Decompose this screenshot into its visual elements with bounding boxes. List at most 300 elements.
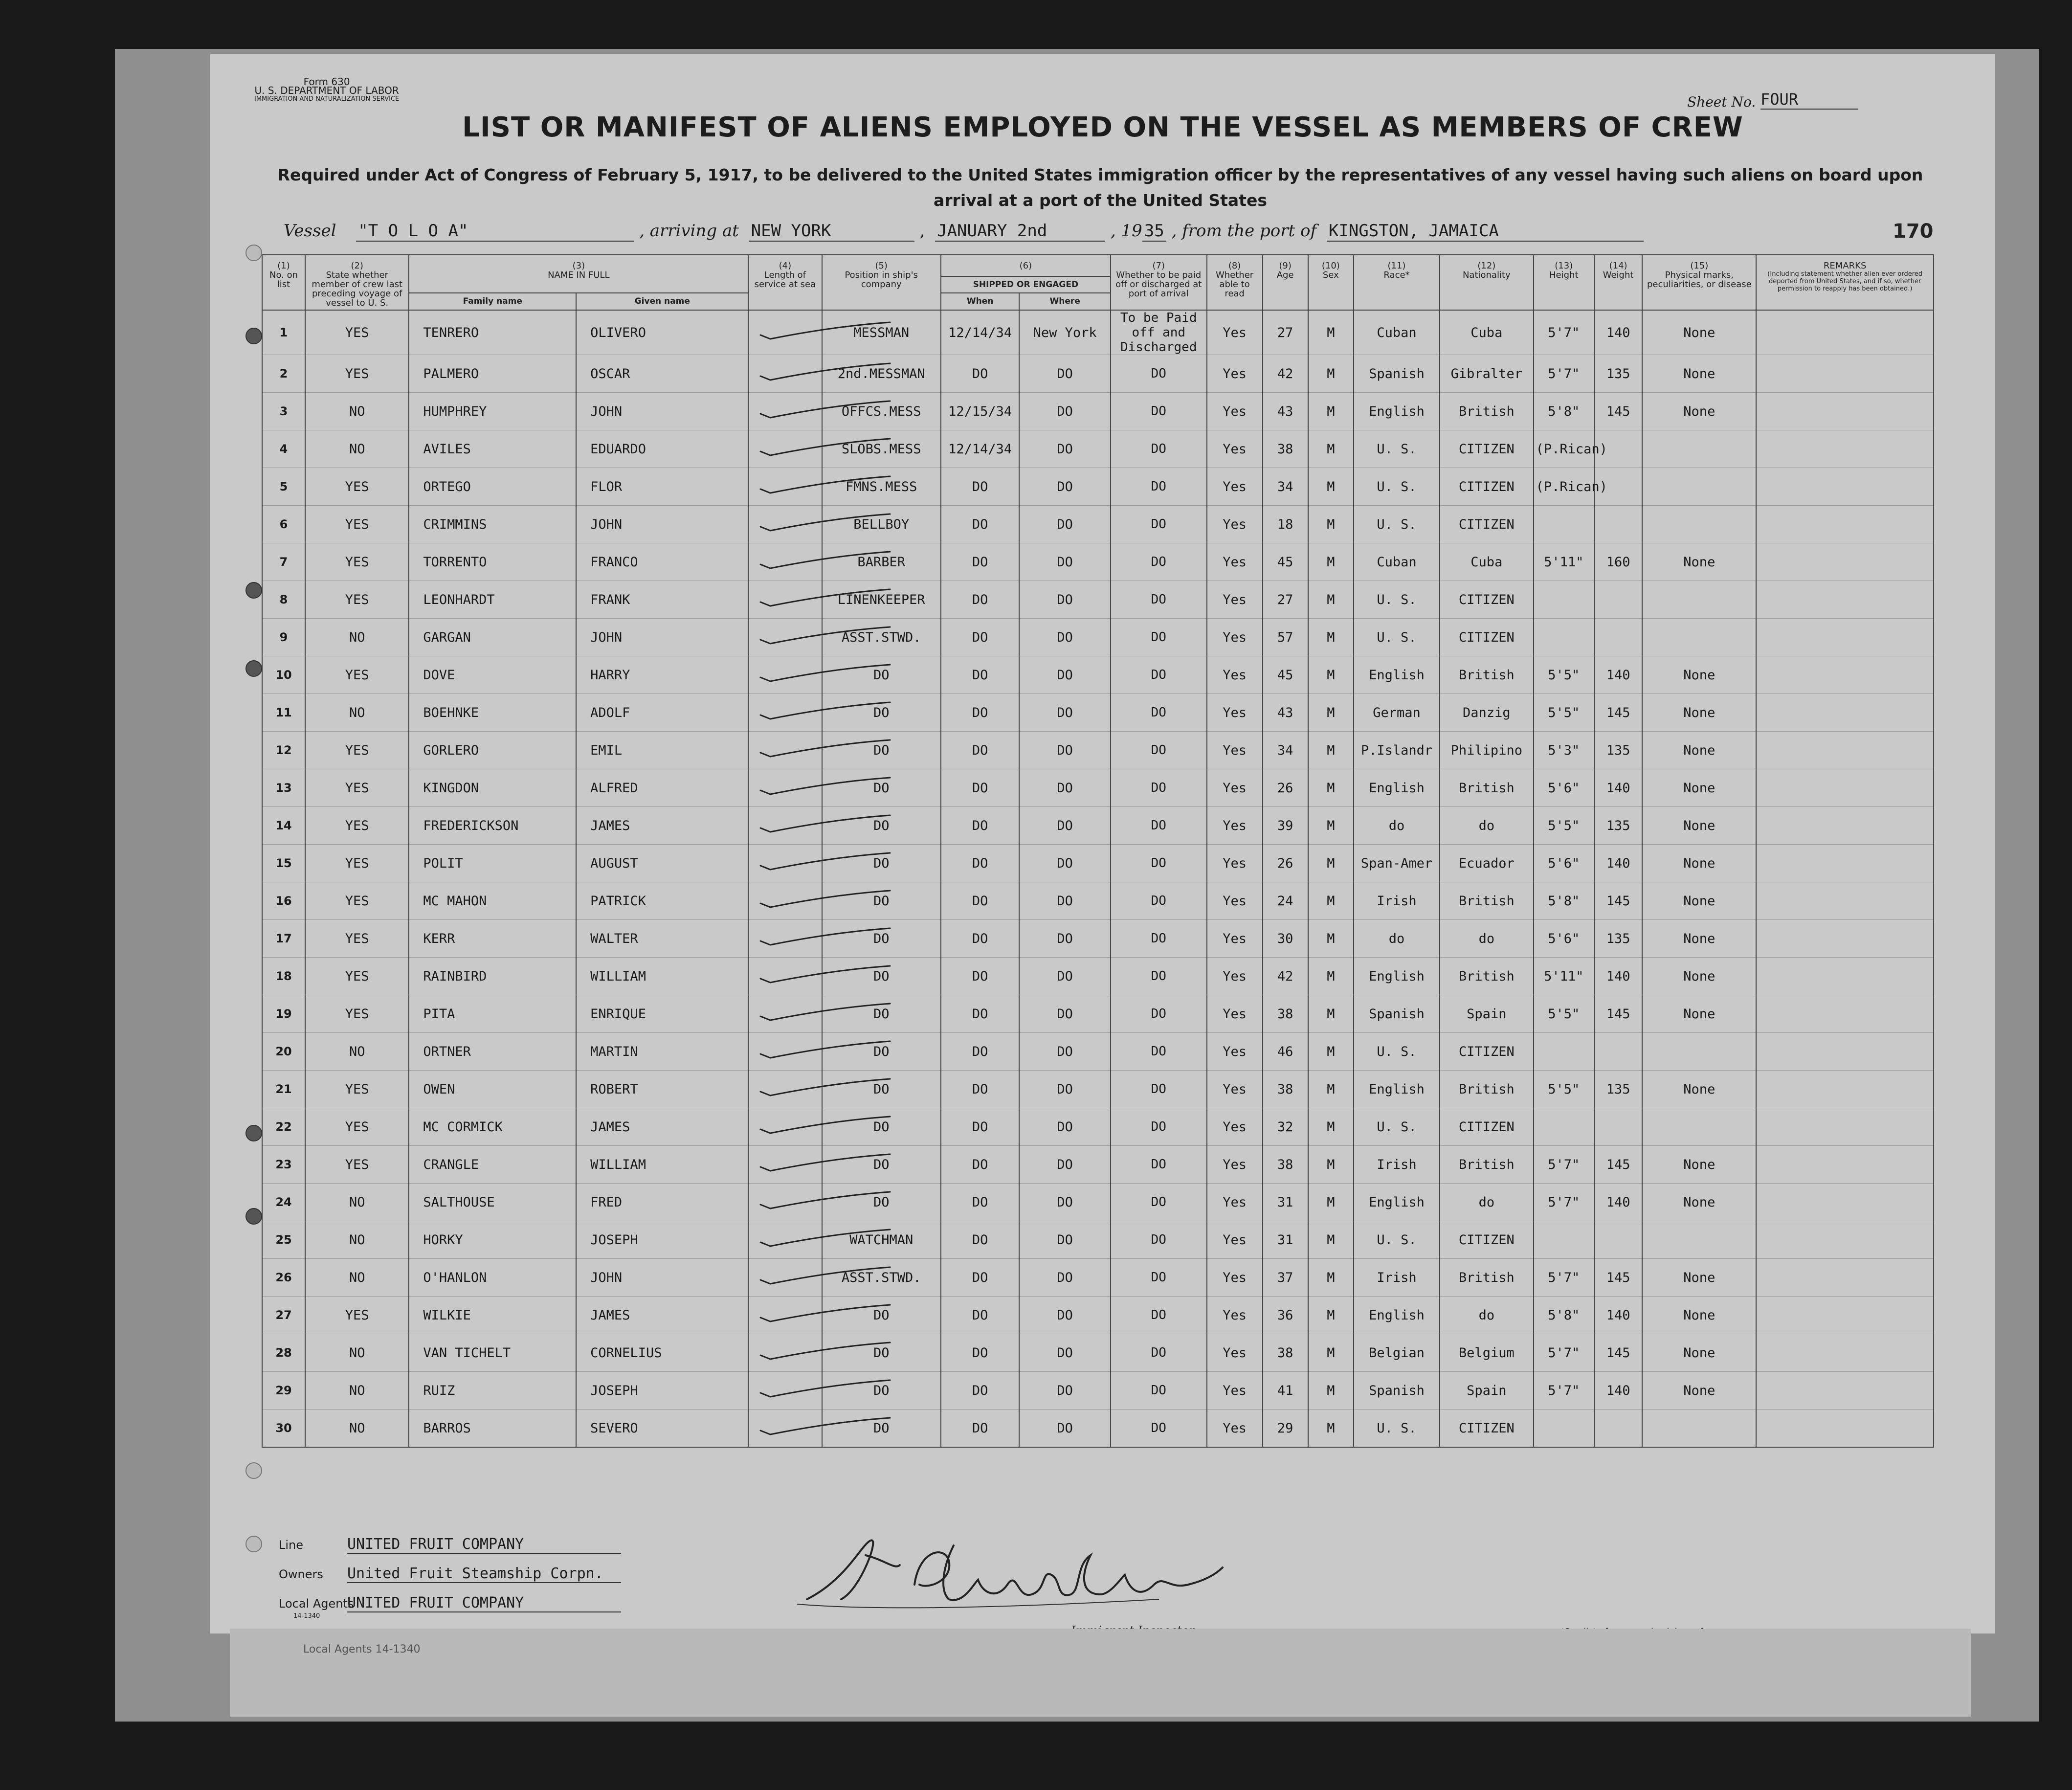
height-cell: 5'3" (1534, 732, 1594, 769)
race-cell: U. S. (1354, 468, 1440, 506)
ship-position-cell: DO (822, 845, 941, 882)
shipped-where-cell: DO (1019, 1221, 1110, 1259)
crew-last-voyage-cell: YES (305, 769, 409, 807)
race-cell: English (1354, 393, 1440, 430)
departure-port: KINGSTON, JAMAICA (1327, 221, 1644, 242)
table-row (262, 581, 1934, 619)
crew-last-voyage-cell: YES (305, 355, 409, 393)
paid-off-status-cell: DO (1111, 1033, 1207, 1071)
able-to-read-cell: Yes (1207, 355, 1263, 393)
table-row (262, 506, 1934, 543)
col-read-header: (8) Whether able to read (1207, 255, 1263, 310)
race-cell: English (1354, 1184, 1440, 1221)
shipped-when-cell: DO (941, 1297, 1020, 1334)
weight-cell: 145 (1594, 1146, 1642, 1184)
age-cell: 57 (1263, 619, 1308, 656)
physical-marks-cell (1642, 581, 1756, 619)
length-of-service-cell (748, 1108, 822, 1146)
height-cell: 5'5" (1534, 995, 1594, 1033)
given-name-cell: OLIVERO (576, 310, 748, 355)
able-to-read-cell: Yes (1207, 995, 1263, 1033)
agents-label: Local Agents (279, 1597, 354, 1611)
able-to-read-cell: Yes (1207, 581, 1263, 619)
nationality-cell: CITIZEN (1440, 619, 1534, 656)
paid-off-status-cell: DO (1111, 958, 1207, 995)
age-cell: 38 (1263, 1146, 1308, 1184)
shipped-when-cell: DO (941, 355, 1020, 393)
shipped-when-cell: DO (941, 845, 1020, 882)
year-prefix: , 19 (1110, 221, 1142, 241)
table-row (262, 769, 1934, 807)
length-of-service-cell (748, 1071, 822, 1108)
race-cell: Spanish (1354, 1372, 1440, 1410)
physical-marks-cell: None (1642, 769, 1756, 807)
remarks-cell (1756, 1033, 1934, 1071)
shipped-when-cell: DO (941, 1146, 1020, 1184)
paid-off-status-cell: DO (1111, 769, 1207, 807)
ship-position-cell: 2nd.MESSMAN (822, 355, 941, 393)
able-to-read-cell: Yes (1207, 310, 1263, 355)
line-value: UNITED FRUIT COMPANY (347, 1536, 621, 1554)
binder-hole (245, 660, 262, 677)
race-cell: English (1354, 1297, 1440, 1334)
race-cell: U. S. (1354, 619, 1440, 656)
weight-cell (1594, 1108, 1642, 1146)
vessel-line: Vessel "T O L O A" , arriving at NEW YORK , JANUARY 2nd , 19 35 , from the port of KINGSTON, JAMAICA (284, 221, 1644, 242)
row-number-cell: 23 (262, 1146, 305, 1184)
ship-position-cell: DO (822, 807, 941, 845)
binder-hole (245, 1208, 262, 1225)
race-cell: do (1354, 807, 1440, 845)
family-name-cell: MC CORMICK (409, 1108, 576, 1146)
nationality-cell: Ecuador (1440, 845, 1534, 882)
able-to-read-cell: Yes (1207, 1033, 1263, 1071)
row-number-cell: 12 (262, 732, 305, 769)
given-name-cell: JAMES (576, 807, 748, 845)
weight-cell: 145 (1594, 1259, 1642, 1297)
table-row (262, 1259, 1934, 1297)
crew-last-voyage-cell: NO (305, 1221, 409, 1259)
paid-off-status-cell: DO (1111, 1221, 1207, 1259)
race-cell: Belgian (1354, 1334, 1440, 1372)
row-number-cell: 22 (262, 1108, 305, 1146)
given-name-cell: EDUARDO (576, 430, 748, 468)
able-to-read-cell: Yes (1207, 1108, 1263, 1146)
shipped-where-cell: DO (1019, 1297, 1110, 1334)
col-name-header: (3) NAME IN FULL (409, 255, 748, 293)
physical-marks-cell (1642, 619, 1756, 656)
vessel-name: "T O L O A" (356, 221, 634, 242)
row-number-cell: 5 (262, 468, 305, 506)
ship-position-cell: FMNS.MESS (822, 468, 941, 506)
shipped-when-cell: 12/14/34 (941, 310, 1020, 355)
family-name-cell: PALMERO (409, 355, 576, 393)
shipped-where-cell: DO (1019, 694, 1110, 732)
ship-position-cell: DO (822, 1410, 941, 1448)
race-cell: U. S. (1354, 506, 1440, 543)
paid-off-status-cell: DO (1111, 1108, 1207, 1146)
physical-marks-cell: None (1642, 995, 1756, 1033)
weight-cell (1594, 581, 1642, 619)
col-shipped-number: (6) (941, 255, 1111, 276)
paid-off-status-cell: DO (1111, 1259, 1207, 1297)
race-cell: Span-Amer (1354, 845, 1440, 882)
crew-last-voyage-cell: YES (305, 543, 409, 581)
service-name: IMMIGRATION AND NATURALIZATION SERVICE (254, 95, 400, 103)
table-row (262, 1372, 1934, 1410)
crew-last-voyage-cell: YES (305, 995, 409, 1033)
shipped-where-cell: DO (1019, 1071, 1110, 1108)
physical-marks-cell: None (1642, 1334, 1756, 1372)
able-to-read-cell: Yes (1207, 807, 1263, 845)
ship-position-cell: DO (822, 694, 941, 732)
crew-last-voyage-cell: YES (305, 1297, 409, 1334)
col-where-header: Where (1019, 293, 1110, 310)
family-name-cell: CRIMMINS (409, 506, 576, 543)
nationality-cell: CITIZEN (1440, 1108, 1534, 1146)
family-name-cell: TENRERO (409, 310, 576, 355)
shipped-when-cell: DO (941, 1184, 1020, 1221)
shipped-when-cell: DO (941, 1372, 1020, 1410)
physical-marks-cell: None (1642, 807, 1756, 845)
crew-last-voyage-cell: YES (305, 468, 409, 506)
shipped-when-cell: DO (941, 958, 1020, 995)
row-number-cell: 25 (262, 1221, 305, 1259)
crew-last-voyage-cell: NO (305, 1334, 409, 1372)
nationality-cell: CITIZEN (1440, 1221, 1534, 1259)
shipped-when-cell: DO (941, 732, 1020, 769)
sex-cell: M (1308, 1071, 1354, 1108)
length-of-service-cell (748, 1259, 822, 1297)
age-cell: 31 (1263, 1221, 1308, 1259)
vessel-label: Vessel (284, 221, 336, 241)
able-to-read-cell: Yes (1207, 732, 1263, 769)
given-name-cell: FRED (576, 1184, 748, 1221)
physical-marks-cell: None (1642, 1184, 1756, 1221)
crew-last-voyage-cell: YES (305, 1146, 409, 1184)
race-cell: Irish (1354, 882, 1440, 920)
able-to-read-cell: Yes (1207, 1297, 1263, 1334)
physical-marks-cell (1642, 430, 1756, 468)
remarks-cell (1756, 581, 1934, 619)
ship-position-cell: DO (822, 769, 941, 807)
nationality-cell: British (1440, 393, 1534, 430)
height-cell (1534, 581, 1594, 619)
race-cell: German (1354, 694, 1440, 732)
age-cell: 34 (1263, 468, 1308, 506)
binder-hole (245, 328, 262, 344)
nationality-cell: do (1440, 920, 1534, 958)
crew-last-voyage-cell: YES (305, 506, 409, 543)
crew-last-voyage-cell: NO (305, 619, 409, 656)
height-cell: 5'7" (1534, 1184, 1594, 1221)
physical-marks-cell (1642, 1108, 1756, 1146)
paid-off-status-cell: To be Paid off and Discharged (1111, 310, 1207, 355)
ship-position-cell: DO (822, 1071, 941, 1108)
sex-cell: M (1308, 769, 1354, 807)
ship-position-cell: DO (822, 1184, 941, 1221)
age-cell: 41 (1263, 1372, 1308, 1410)
age-cell: 38 (1263, 1071, 1308, 1108)
nationality-cell: British (1440, 656, 1534, 694)
age-cell: 26 (1263, 769, 1308, 807)
paid-off-status-cell: DO (1111, 920, 1207, 958)
paid-off-status-cell: DO (1111, 1071, 1207, 1108)
family-name-cell: CRANGLE (409, 1146, 576, 1184)
paid-off-status-cell: DO (1111, 1410, 1207, 1448)
shipped-where-cell: DO (1019, 882, 1110, 920)
binder-hole (245, 1462, 262, 1479)
sex-cell: M (1308, 694, 1354, 732)
shipped-when-cell: DO (941, 581, 1020, 619)
family-name-cell: HUMPHREY (409, 393, 576, 430)
age-cell: 42 (1263, 958, 1308, 995)
age-cell: 38 (1263, 1334, 1308, 1372)
length-of-service-cell (748, 769, 822, 807)
shipped-where-cell: DO (1019, 995, 1110, 1033)
family-name-cell: GORLERO (409, 732, 576, 769)
ship-position-cell: ASST.STWD. (822, 1259, 941, 1297)
row-number-cell: 29 (262, 1372, 305, 1410)
sex-cell: M (1308, 355, 1354, 393)
shipped-when-cell: DO (941, 920, 1020, 958)
length-of-service-cell (748, 581, 822, 619)
shipped-where-cell: DO (1019, 581, 1110, 619)
physical-marks-cell: None (1642, 543, 1756, 581)
length-of-service-cell (748, 694, 822, 732)
table-row (262, 1071, 1934, 1108)
race-cell: Spanish (1354, 355, 1440, 393)
weight-cell: 135 (1594, 1071, 1642, 1108)
table-row (262, 1297, 1934, 1334)
row-number-cell: 19 (262, 995, 305, 1033)
crew-manifest-table (262, 254, 1934, 1448)
binder-hole (245, 245, 262, 261)
age-cell: 29 (1263, 1410, 1308, 1448)
table-row (262, 1146, 1934, 1184)
row-number-cell: 11 (262, 694, 305, 732)
physical-marks-cell: None (1642, 1297, 1756, 1334)
weight-cell (1594, 1033, 1642, 1071)
family-name-cell: O'HANLON (409, 1259, 576, 1297)
sex-cell: M (1308, 995, 1354, 1033)
row-number-cell: 24 (262, 1184, 305, 1221)
weight-cell: 160 (1594, 543, 1642, 581)
sex-cell: M (1308, 1146, 1354, 1184)
agents-field (279, 1594, 621, 1620)
shipped-where-cell: DO (1019, 920, 1110, 958)
paid-off-status-cell: DO (1111, 506, 1207, 543)
able-to-read-cell: Yes (1207, 958, 1263, 995)
nationality-cell: CITIZEN (1440, 506, 1534, 543)
row-number-cell: 18 (262, 958, 305, 995)
remarks-cell (1756, 1108, 1934, 1146)
remarks-cell (1756, 1071, 1934, 1108)
sex-cell: M (1308, 581, 1354, 619)
sex-cell: M (1308, 807, 1354, 845)
given-name-cell: EMIL (576, 732, 748, 769)
shipped-where-cell: DO (1019, 355, 1110, 393)
crew-last-voyage-cell: NO (305, 1184, 409, 1221)
age-cell: 43 (1263, 694, 1308, 732)
shipped-when-cell: DO (941, 807, 1020, 845)
physical-marks-cell (1642, 1033, 1756, 1071)
paid-off-status-cell: DO (1111, 995, 1207, 1033)
shipped-where-cell: DO (1019, 807, 1110, 845)
length-of-service-cell (748, 1297, 822, 1334)
race-cell: U. S. (1354, 581, 1440, 619)
row-number-cell: 2 (262, 355, 305, 393)
sex-cell: M (1308, 1033, 1354, 1071)
able-to-read-cell: Yes (1207, 1221, 1263, 1259)
weight-cell: 145 (1594, 882, 1642, 920)
length-of-service-cell (748, 468, 822, 506)
nationality-cell: Danzig (1440, 694, 1534, 732)
race-cell: U. S. (1354, 1410, 1440, 1448)
shipped-when-cell: DO (941, 1410, 1020, 1448)
able-to-read-cell: Yes (1207, 506, 1263, 543)
owners-label: Owners (279, 1567, 323, 1581)
table-row (262, 1184, 1934, 1221)
sex-cell: M (1308, 1259, 1354, 1297)
line-field (279, 1536, 621, 1554)
weight-cell: 145 (1594, 1334, 1642, 1372)
sex-cell: M (1308, 1410, 1354, 1448)
family-name-cell: LEONHARDT (409, 581, 576, 619)
family-name-cell: BARROS (409, 1410, 576, 1448)
paid-off-status-cell: DO (1111, 543, 1207, 581)
arrival-port: NEW YORK (749, 221, 914, 242)
ship-position-cell: BELLBOY (822, 506, 941, 543)
given-name-cell: MARTIN (576, 1033, 748, 1071)
ship-position-cell: MESSMAN (822, 310, 941, 355)
sex-cell: M (1308, 1108, 1354, 1146)
given-name-cell: JOHN (576, 619, 748, 656)
able-to-read-cell: Yes (1207, 430, 1263, 468)
shipped-when-cell: DO (941, 1259, 1020, 1297)
ship-position-cell: DO (822, 1334, 941, 1372)
remarks-cell (1756, 845, 1934, 882)
remarks-cell (1756, 393, 1934, 430)
weight-cell: 135 (1594, 355, 1642, 393)
length-of-service-cell (748, 355, 822, 393)
paid-off-status-cell: DO (1111, 581, 1207, 619)
col-nationality-header: (12) Nationality (1440, 255, 1534, 310)
able-to-read-cell: Yes (1207, 1334, 1263, 1372)
crew-last-voyage-cell: YES (305, 732, 409, 769)
row-number-cell: 15 (262, 845, 305, 882)
race-cell: English (1354, 958, 1440, 995)
binder-hole (245, 1125, 262, 1141)
shipped-where-cell: DO (1019, 543, 1110, 581)
shipped-when-cell: 12/15/34 (941, 393, 1020, 430)
given-name-cell: WILLIAM (576, 958, 748, 995)
given-name-cell: ALFRED (576, 769, 748, 807)
race-cell: Spanish (1354, 995, 1440, 1033)
remarks-cell (1756, 920, 1934, 958)
ship-position-cell: DO (822, 1033, 941, 1071)
given-name-cell: JAMES (576, 1108, 748, 1146)
length-of-service-cell (748, 543, 822, 581)
shipped-where-cell: DO (1019, 1334, 1110, 1372)
length-of-service-cell (748, 1184, 822, 1221)
family-name-cell: RUIZ (409, 1372, 576, 1410)
length-of-service-cell (748, 310, 822, 355)
crew-last-voyage-cell: YES (305, 958, 409, 995)
given-name-cell: JOSEPH (576, 1372, 748, 1410)
row-number-cell: 16 (262, 882, 305, 920)
family-name-cell: FREDERICKSON (409, 807, 576, 845)
sex-cell: M (1308, 1334, 1354, 1372)
shipped-when-cell: DO (941, 1071, 1020, 1108)
length-of-service-cell (748, 1146, 822, 1184)
race-cell: do (1354, 920, 1440, 958)
physical-marks-cell (1642, 506, 1756, 543)
family-name-cell: BOEHNKE (409, 694, 576, 732)
length-of-service-cell (748, 845, 822, 882)
weight-cell: 140 (1594, 958, 1642, 995)
col-weight-header: (14) Weight (1594, 255, 1642, 310)
family-name-cell: OWEN (409, 1071, 576, 1108)
crew-last-voyage-cell: YES (305, 1071, 409, 1108)
col-shipped-header: SHIPPED OR ENGAGED (941, 276, 1111, 293)
nationality-cell: British (1440, 769, 1534, 807)
able-to-read-cell: Yes (1207, 1259, 1263, 1297)
sex-cell: M (1308, 732, 1354, 769)
able-to-read-cell: Yes (1207, 769, 1263, 807)
height-cell: 5'6" (1534, 845, 1594, 882)
agents-value: UNITED FRUIT COMPANY (347, 1594, 621, 1612)
race-cell: Irish (1354, 1146, 1440, 1184)
inspector-signature (787, 1526, 1227, 1619)
crew-last-voyage-cell: YES (305, 581, 409, 619)
height-cell: 5'5" (1534, 694, 1594, 732)
height-cell (1534, 1410, 1594, 1448)
weight-cell: 135 (1594, 920, 1642, 958)
given-name-cell: FRANCO (576, 543, 748, 581)
weight-cell: 145 (1594, 995, 1642, 1033)
given-name-cell: FRANK (576, 581, 748, 619)
family-name-cell: ORTEGO (409, 468, 576, 506)
shipped-where-cell: DO (1019, 1033, 1110, 1071)
age-cell: 27 (1263, 581, 1308, 619)
remarks-cell (1756, 468, 1934, 506)
sex-cell: M (1308, 393, 1354, 430)
shipped-where-cell: New York (1019, 310, 1110, 355)
sex-cell: M (1308, 468, 1354, 506)
weight-cell: 145 (1594, 694, 1642, 732)
length-of-service-cell (748, 882, 822, 920)
department-name: U. S. DEPARTMENT OF LABOR (254, 85, 399, 96)
length-of-service-cell (748, 393, 822, 430)
race-cell: English (1354, 656, 1440, 694)
height-cell: 5'8" (1534, 393, 1594, 430)
table-row (262, 995, 1934, 1033)
sex-cell: M (1308, 920, 1354, 958)
nationality-cell: Gibralter (1440, 355, 1534, 393)
nationality-cell: CITIZEN (1440, 468, 1534, 506)
shipped-where-cell: DO (1019, 468, 1110, 506)
nationality-cell: Spain (1440, 1372, 1534, 1410)
physical-marks-cell: None (1642, 310, 1756, 355)
age-cell: 38 (1263, 430, 1308, 468)
age-cell: 34 (1263, 732, 1308, 769)
ship-position-cell: DO (822, 995, 941, 1033)
row-number-cell: 20 (262, 1033, 305, 1071)
able-to-read-cell: Yes (1207, 1410, 1263, 1448)
crew-last-voyage-cell: YES (305, 845, 409, 882)
height-cell: (P.Rican) (1534, 430, 1594, 468)
